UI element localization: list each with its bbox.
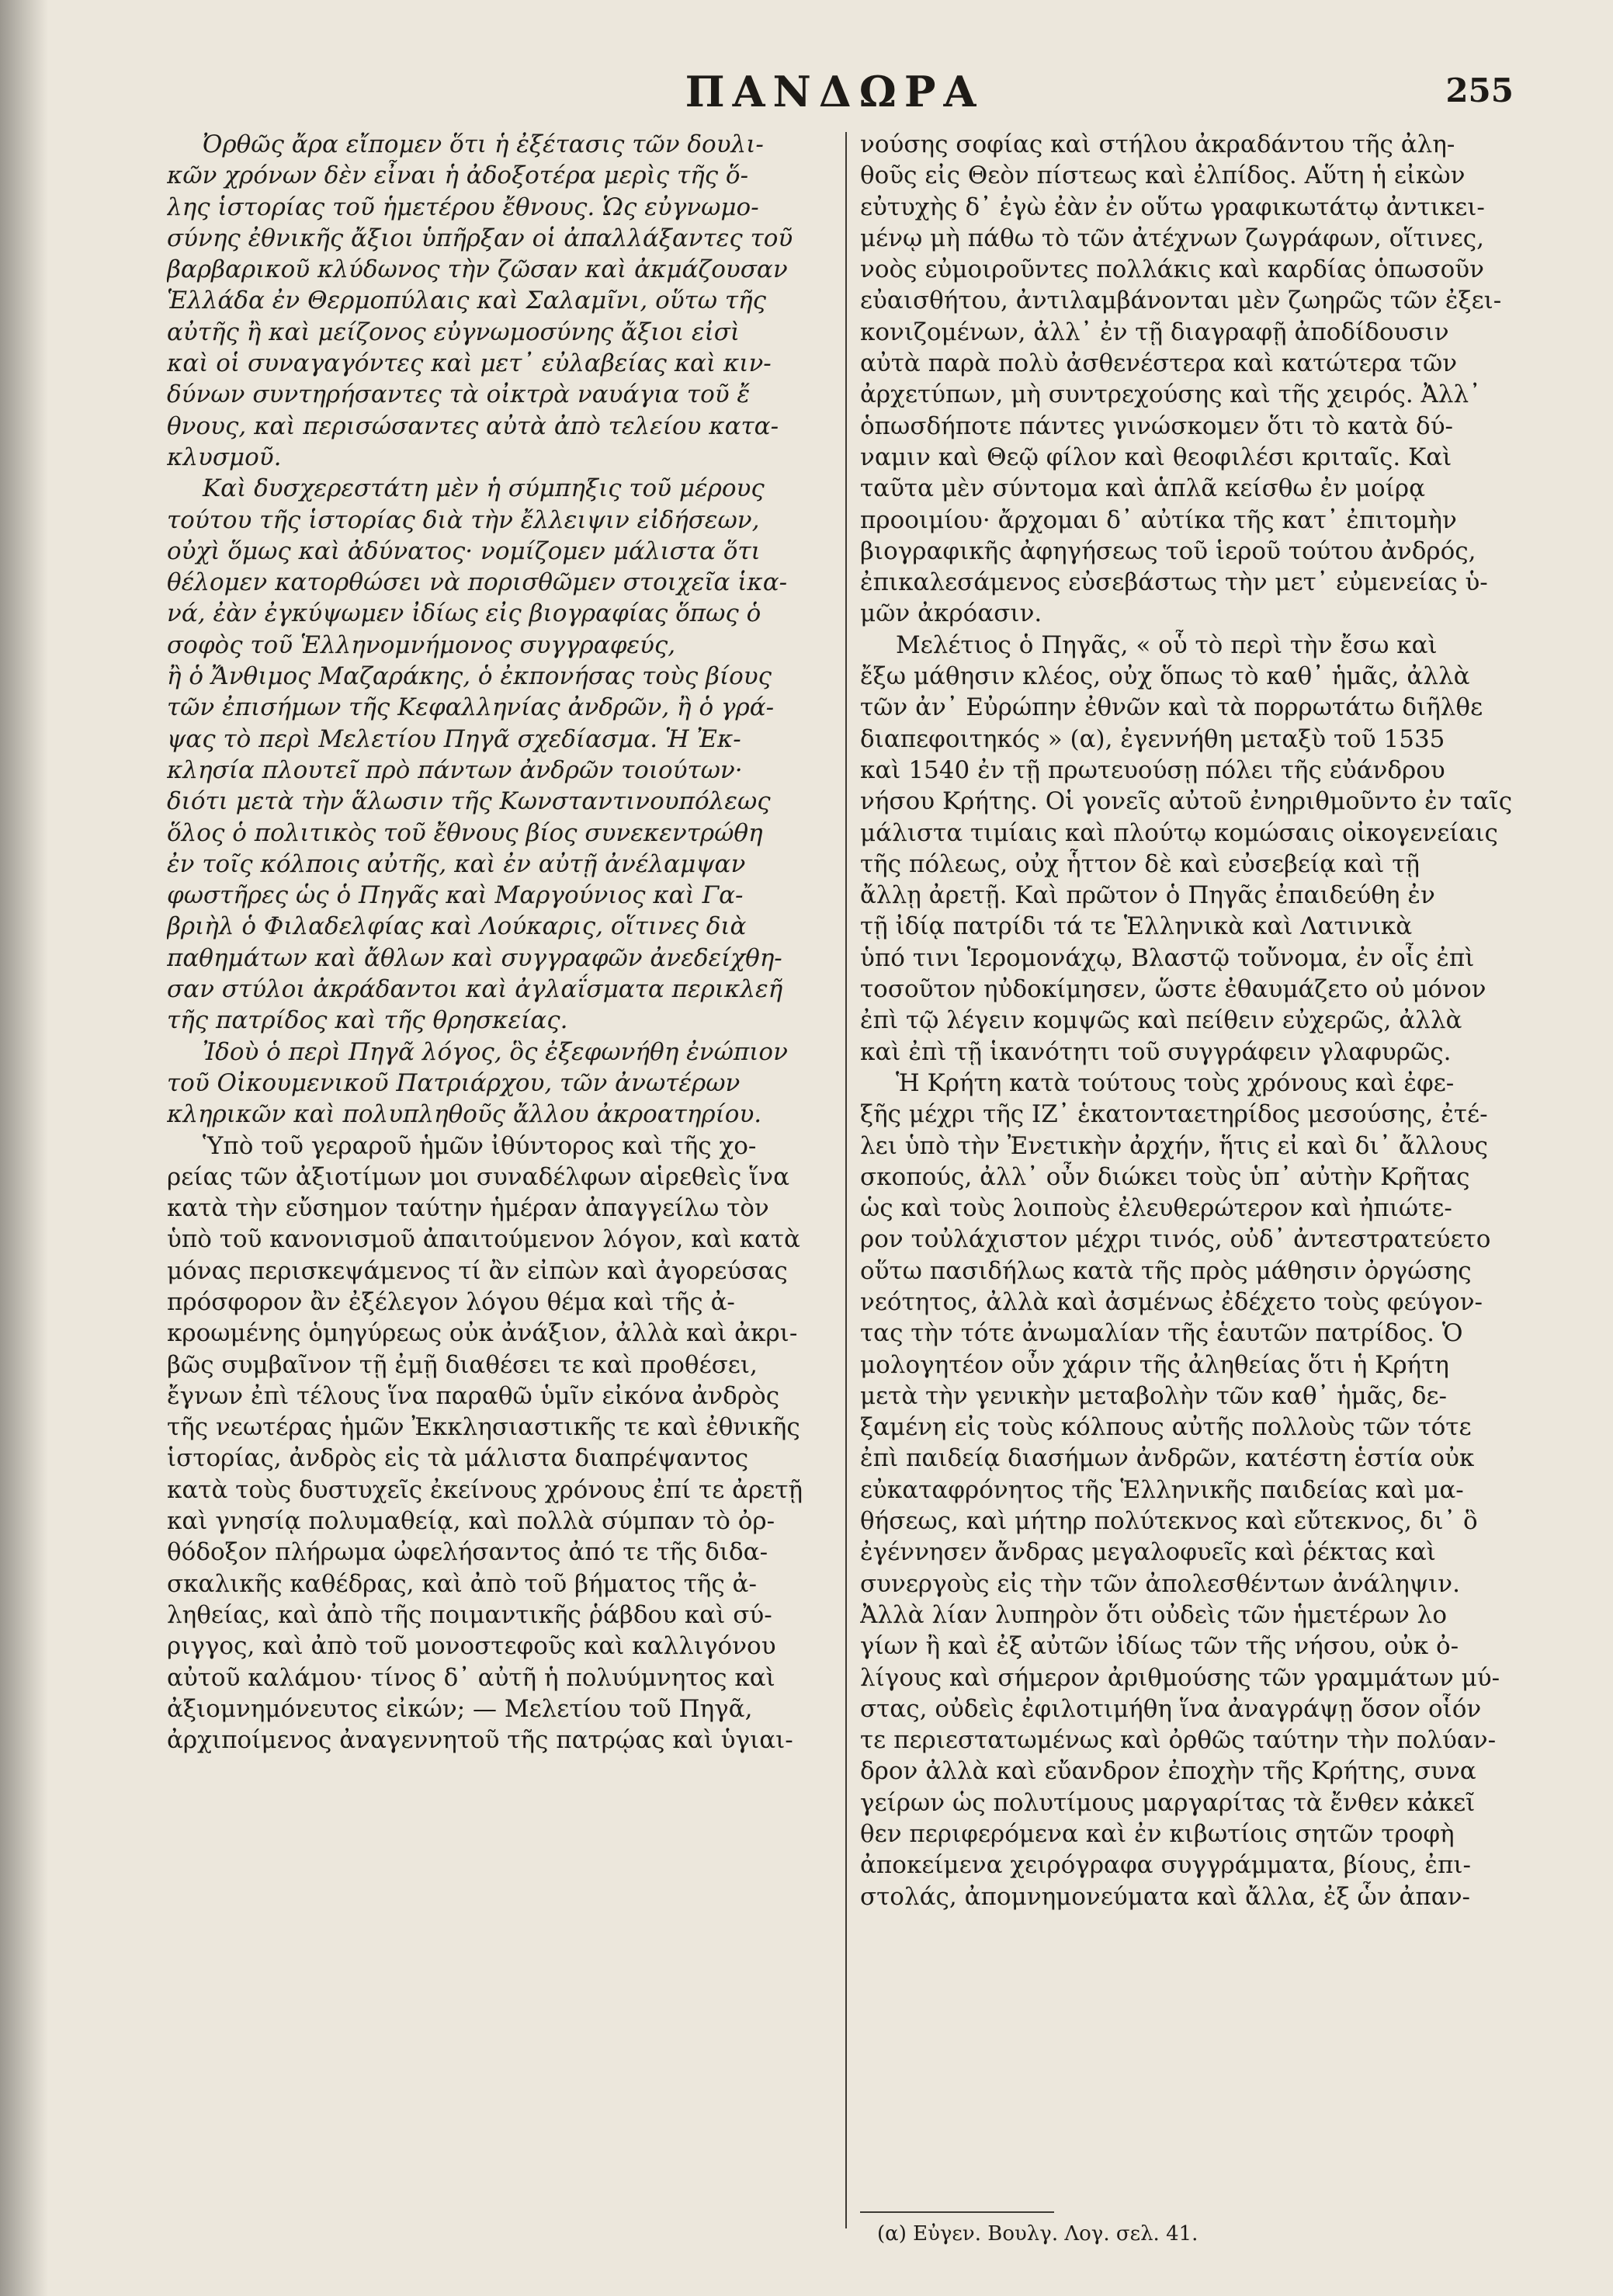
- text-line: ἀρχετύπων, μὴ συντρεχούσης καὶ τῆς χειρός. Ἀλλ᾽: [860, 380, 1481, 409]
- text-line: προοιμίου· ἄρχομαι δ᾽ αὐτίκα τῆς κατ᾽ ἐπιτομὴν: [860, 505, 1457, 534]
- text-line: καὶ ἐπὶ τῇ ἱκανότητι τοῦ συγγράφειν γλαφυρῶς.: [860, 1037, 1452, 1066]
- text-line: θοῦς εἰς Θεὸν πίστεως καὶ ἐλπίδος. Αὕτη ἡ εἰκὼν: [860, 162, 1466, 190]
- text-line: δρον ἀλλὰ καὶ εὔανδρον ἐποχὴν τῆς Κρήτης, συνα: [860, 1757, 1476, 1786]
- text-line: νήσου Κρήτης. Οἱ γονεῖς αὐτοῦ ἐνηριθμοῦντο ἐν ταῖς: [860, 787, 1513, 816]
- text-line: θνους, καὶ περισώσαντες αὐτὰ ἀπὸ τελείου κατα-: [167, 412, 779, 440]
- text-line: οὕτω πασιδήλως κατὰ τῆς πρὸς μάθησιν ὀργώσης: [860, 1256, 1472, 1285]
- text-line: διαπεφοιτηκός » (α), ἐγεννήθη μεταξὺ τοῦ 1535: [860, 724, 1445, 753]
- text-line: ὁπωσδήποτε πάντες γινώσκομεν ὅτι τὸ κατὰ δύ-: [860, 412, 1454, 440]
- text-line: Μελέτιος ὁ Πηγᾶς, « οὗ τὸ περὶ τὴν ἔσω καὶ: [896, 630, 1438, 659]
- page-header: [155, 67, 1514, 129]
- text-line: ξαμένη εἰς τοὺς κόλπους αὐτῆς πολλοὺς τῶν τότε: [860, 1413, 1472, 1442]
- text-line: νά, ἐὰν ἐγκύψωμεν ἰδίως εἰς βιογραφίας ὅπως ὁ: [167, 599, 761, 628]
- footnote: (α) Εὐγεν. Βουλγ. Λογ. σελ. 41.: [877, 2222, 1198, 2246]
- text-line: ἀξιομνημόνευτος εἰκών; — Μελετίου τοῦ Πηγᾶ,: [167, 1694, 753, 1723]
- text-line: σκαλικῆς καθέδρας, καὶ ἀπὸ τοῦ βήματος τῆς ἀ-: [167, 1569, 757, 1598]
- text-line: ρον τοὐλάχιστον μέχρι τινός, οὐδ᾽ ἀντεστρατεύετο: [860, 1225, 1491, 1254]
- text-line: τῆς πατρίδος καὶ τῆς θρησκείας.: [167, 1006, 568, 1035]
- text-line: ὡς καὶ τοὺς λοιποὺς ἐλευθερώτερον καὶ ἠπιώτε-: [860, 1194, 1452, 1223]
- text-line: τοῦ Οἰκουμενικοῦ Πατριάρχου, τῶν ἀνωτέρων: [167, 1068, 741, 1097]
- text-line: ἄλλῃ ἀρετῇ. Καὶ πρῶτον ὁ Πηγᾶς ἐπαιδεύθη ἐν: [860, 881, 1435, 910]
- text-line: δύνων συντηρήσαντες τὰ οἰκτρὰ ναυάγια τοῦ ἔ: [167, 380, 751, 409]
- text-line: ἀποκείμενα χειρόγραφα συγγράμματα, βίους, ἐπι-: [860, 1851, 1472, 1880]
- text-line: βῶς συμβαῖνον τῇ ἐμῇ διαθέσει τε καὶ προθέσει,: [167, 1350, 758, 1379]
- text-line: Ὑπὸ τοῦ γεραροῦ ἡμῶν ἰθύντορος καὶ τῆς χο-: [203, 1131, 757, 1160]
- text-line: ἐπικαλεσάμενος εὐσεβάστως τὴν μετ᾽ εὐμενείας ὑ-: [860, 568, 1488, 597]
- right-column: [860, 129, 1514, 1912]
- text-line: θεν περιφερόμενα καὶ ἐν κιβωτίοις σητῶν τροφὴ: [860, 1820, 1455, 1849]
- text-line: ταῦτα μὲν σύντομα καὶ ἁπλᾶ κείσθω ἐν μοίρᾳ: [860, 474, 1426, 503]
- text-line: τούτου τῆς ἱστορίας διὰ τὴν ἔλλειψιν εἰδήσεων,: [167, 505, 760, 534]
- text-line: καὶ οἱ συναγαγόντες καὶ μετ᾽ εὐλαβείας καὶ κιν-: [167, 349, 772, 378]
- text-line: κατὰ τὴν εὔσημον ταύτην ἡμέραν ἀπαγγείλω τὸν: [167, 1194, 769, 1223]
- text-line: τῆς νεωτέρας ἡμῶν Ἐκκλησιαστικῆς τε καὶ ἐθνικῆς: [167, 1413, 800, 1442]
- text-line: τοσοῦτον ηὐδοκίμησεν, ὥστε ἐθαυμάζετο οὐ μόνον: [860, 975, 1486, 1004]
- text-line: ὑπὸ τοῦ κανονισμοῦ ἀπαιτούμενον λόγον, καὶ κατὰ: [167, 1225, 800, 1254]
- text-line: θέλομεν κατορθώσει νὰ πορισθῶμεν στοιχεῖα ἱκα-: [167, 568, 788, 597]
- text-line: καὶ 1540 ἐν τῇ πρωτευούσῃ πόλει τῆς εὐάνδρου: [860, 755, 1445, 784]
- text-line: μόνας περισκεψάμενος τί ἂν εἰπὼν καὶ ἀγορεύσας: [167, 1256, 788, 1285]
- text-line: γείρων ὡς πολυτίμους μαργαρίτας τὰ ἔνθεν κἀκεῖ: [860, 1788, 1476, 1817]
- text-line: μάλιστα τιμίαις καὶ πλούτῳ κομώσαις οἰκογενείαις: [860, 818, 1498, 847]
- text-line: ἐν τοῖς κόλποις αὐτῆς, καὶ ἐν αὐτῇ ἀνέλαμψαν: [167, 849, 746, 878]
- text-line: ρείας τῶν ἀξιοτίμων μοι συναδέλφων αἱρεθεὶς ἵνα: [167, 1162, 790, 1191]
- text-line: κληρικῶν καὶ πολυπληθοῦς ἄλλου ἀκροατηρίου.: [167, 1100, 762, 1129]
- text-line: θόδοξον πλήρωμα ὠφελήσαντος ἀπό τε τῆς διδα-: [167, 1538, 768, 1567]
- text-line: Ὀρθῶς ἄρα εἴπομεν ὅτι ἡ ἐξέτασις τῶν δουλι-: [203, 130, 764, 158]
- left-column: [167, 129, 831, 1756]
- text-line: ναμιν καὶ Θεῷ φίλον καὶ θεοφιλέσι κριταῖς. Καὶ: [860, 443, 1452, 471]
- text-line: σαν στύλοι ἀκράδαντοι καὶ ἀγλαΐσματα περικλεῆ: [167, 975, 783, 1004]
- text-line: λης ἱστορίας τοῦ ἡμετέρου ἔθνους. Ὡς εὐγνωμο-: [167, 193, 759, 221]
- text-line: μετὰ τὴν γενικὴν μεταβολὴν τῶν καθ᾽ ἡμᾶς, δε-: [860, 1381, 1447, 1410]
- text-line: βαρβαρικοῦ κλύδωνος τὴν ζῶσαν καὶ ἀκμάζουσαν: [167, 255, 788, 284]
- running-title: ΠΑΝΔΩΡΑ: [685, 67, 984, 116]
- column-divider: [845, 132, 847, 2228]
- text-line: εὐαισθήτου, ἀντιλαμβάνονται μὲν ζωηρῶς τῶν ἐξει-: [860, 287, 1502, 315]
- text-line: βριὴλ ὁ Φιλαδελφίας καὶ Λούκαρις, οἵτινες διὰ: [167, 912, 747, 941]
- text-line: ἀρχιποίμενος ἀναγεννητοῦ τῆς πατρῴας καὶ ὑγιαι-: [167, 1726, 793, 1755]
- text-line: συνεργοὺς εἰς τὴν τῶν ἀπολεσθέντων ἀνάληψιν.: [860, 1569, 1461, 1598]
- text-line: τας τὴν τότε ἀνωμαλίαν τῆς ἑαυτῶν πατρίδος. Ὁ: [860, 1319, 1463, 1348]
- text-line: πρόσφορον ἂν ἐξέλεγον λόγου θέμα καὶ τῆς ἀ-: [167, 1287, 735, 1316]
- text-line: στολάς, ἀπομνημονεύματα καὶ ἄλλα, ἐξ ὧν ἀπαν-: [860, 1882, 1471, 1911]
- text-line: σύνης ἐθνικῆς ἄξιοι ὑπῆρξαν οἱ ἀπαλλάξαντες τοῦ: [167, 224, 793, 252]
- text-line: αὐτῆς ἢ καὶ μείζονος εὐγνωμοσύνης ἄξιοι εἰσὶ: [167, 318, 741, 346]
- footnote-divider: [860, 2211, 1054, 2213]
- text-line: θήσεως, καὶ μήτηρ πολύτεκνος καὶ εὔτεκνος, δι᾽ ὃ: [860, 1507, 1478, 1536]
- text-line: ἢ ὁ Ἄνθιμος Μαζαράκης, ὁ ἐκπονήσας τοὺς βίους: [167, 662, 772, 691]
- text-line: ἔξω μάθησιν κλέος, οὐχ ὅπως τὸ καθ᾽ ἡμᾶς, ἀλλὰ: [860, 662, 1470, 691]
- text-line: εὐτυχὴς δ᾽ ἐγὼ ἐὰν ἐν οὕτω γραφικωτάτῳ ἀντικει-: [860, 193, 1485, 221]
- text-line: ἐγέννησεν ἄνδρας μεγαλοφυεῖς καὶ ῥέκτας καὶ: [860, 1538, 1436, 1567]
- text-line: εὐκαταφρόνητος τῆς Ἑλληνικῆς παιδείας καὶ μα-: [860, 1475, 1464, 1504]
- text-line: ληθείας, καὶ ἀπὸ τῆς ποιμαντικῆς ῥάβδου καὶ σύ-: [167, 1600, 772, 1629]
- text-line: κατὰ τοὺς δυστυχεῖς ἐκείνους χρόνους ἐπί τε ἀρετῇ: [167, 1475, 803, 1504]
- text-line: ἔγνων ἐπὶ τέλους ἵνα παραθῶ ὑμῖν εἰκόνα ἀνδρὸς: [167, 1381, 780, 1410]
- text-line: κλυσμοῦ.: [167, 443, 282, 471]
- text-line: ξῆς μέχρι τῆς ΙΖ᾽ ἑκατονταετηρίδος μεσούσης, ἐτέ-: [860, 1100, 1488, 1129]
- text-line: Ἰδοὺ ὁ περὶ Πηγᾶ λόγος, ὃς ἐξεφωνήθη ἐνώπιον: [203, 1037, 788, 1066]
- text-line: ἐπὶ παιδείᾳ διασήμων ἀνδρῶν, κατέστη ἑστία οὐκ: [860, 1444, 1475, 1473]
- text-line: τῶν ἐπισήμων τῆς Κεφαλληνίας ἀνδρῶν, ἢ ὁ γρά-: [167, 693, 775, 722]
- text-line: παθημάτων καὶ ἄθλων καὶ συγγραφῶν ἀνεδείχθη-: [167, 943, 782, 972]
- text-line: τε περιεστατωμένως καὶ ὀρθῶς ταύτην τὴν πολύαν-: [860, 1726, 1497, 1755]
- text-line: λίγους καὶ σήμερον ἀριθμούσης τῶν γραμμάτων μύ-: [860, 1663, 1500, 1692]
- text-line: μένῳ μὴ πάθω τὸ τῶν ἀτέχνων ζωγράφων, οἵτινες,: [860, 224, 1484, 252]
- text-line: Ἀλλὰ λίαν λυπηρὸν ὅτι οὐδεὶς τῶν ἡμετέρων λο: [860, 1600, 1447, 1629]
- text-line: ἱστορίας, ἀνδρὸς εἰς τὰ μάλιστα διαπρέψαντος: [167, 1444, 749, 1473]
- text-line: κλησία πλουτεῖ πρὸ πάντων ἀνδρῶν τοιούτων·: [167, 755, 743, 784]
- text-line: κῶν χρόνων δὲν εἶναι ἡ ἀδοξοτέρα μερὶς τῆς ὅ-: [167, 162, 749, 190]
- text-line: λει ὑπὸ τὴν Ἐνετικὴν ἀρχήν, ἥτις εἰ καὶ δι᾽ ἄλλους: [860, 1131, 1488, 1160]
- text-line: καὶ γνησίᾳ πολυμαθείᾳ, καὶ πολλὰ σύμπαν τὸ ὀρ-: [167, 1507, 775, 1536]
- text-line: βιογραφικῆς ἀφηγήσεως τοῦ ἱεροῦ τούτου ἀνδρός,: [860, 537, 1476, 565]
- page-binding-edge: [0, 0, 48, 2296]
- text-line: στας, οὐδεὶς ἐφιλοτιμήθη ἵνα ἀναγράψῃ ὅσον οἷόν: [860, 1694, 1482, 1723]
- text-line: τῇ ἰδίᾳ πατρίδι τά τε Ἑλληνικὰ καὶ Λατινικὰ: [860, 912, 1413, 941]
- text-line: νούσης σοφίας καὶ στήλου ἀκραδάντου τῆς ἀλη-: [860, 130, 1455, 158]
- text-line: ἐπὶ τῷ λέγειν κομψῶς καὶ πείθειν εὐχερῶς, ἀλλὰ: [860, 1006, 1462, 1035]
- text-line: ὅλος ὁ πολιτικὸς τοῦ ἔθνους βίος συνεκεντρώθη: [167, 818, 763, 847]
- text-line: κονιζομένων, ἀλλ᾽ ἐν τῇ διαγραφῇ ἀποδίδουσιν: [860, 318, 1449, 346]
- text-line: τῶν ἀν᾽ Εὐρώπην ἐθνῶν καὶ τὰ πορρωτάτω διῆλθε: [860, 693, 1483, 722]
- text-line: Ἑλλάδα ἐν Θερμοπύλαις καὶ Σαλαμῖνι, οὕτω τῆς: [167, 287, 766, 315]
- text-line: οὐχὶ ὅμως καὶ ἀδύνατος· νομίζομεν μάλιστα ὅτι: [167, 537, 761, 565]
- text-line: νοὸς εὐμοιροῦντες πολλάκις καὶ καρδίας ὁπωσοῦν: [860, 255, 1484, 284]
- text-line: ψας τὸ περὶ Μελετίου Πηγᾶ σχεδίασμα. Ἡ Ἐκ-: [167, 724, 741, 753]
- text-line: σοφὸς τοῦ Ἑλληνομνήμονος συγγραφεύς,: [167, 630, 676, 659]
- text-line: μολογητέον οὖν χάριν τῆς ἀληθείας ὅτι ἡ Κρήτη: [860, 1350, 1449, 1379]
- text-line: νεότητος, ἀλλὰ καὶ ἀσμένως ἐδέχετο τοὺς φεύγον-: [860, 1287, 1483, 1316]
- text-line: τῆς πόλεως, οὐχ ἧττον δὲ καὶ εὐσεβείᾳ καὶ τῇ: [860, 849, 1420, 878]
- page-number: 255: [1445, 71, 1514, 109]
- text-line: σκοπούς, ἀλλ᾽ οὖν διώκει τοὺς ὑπ᾽ αὐτὴν Κρῆτας: [860, 1162, 1470, 1191]
- text-line: Ἡ Κρήτη κατὰ τούτους τοὺς χρόνους καὶ ἐφε-: [896, 1068, 1455, 1097]
- text-line: ὑπό τινι Ἱερομονάχῳ, Βλαστῷ τοὔνομα, ἐν οἷς ἐπὶ: [860, 943, 1475, 972]
- text-line: αὐτὰ παρὰ πολὺ ἀσθενέστερα καὶ κατώτερα τῶν: [860, 349, 1458, 378]
- text-line: διότι μετὰ τὴν ἅλωσιν τῆς Κωνσταντινουπόλεως: [167, 787, 771, 816]
- text-line: Καὶ δυσχερεστάτη μὲν ἡ σύμπηξις τοῦ μέρους: [203, 474, 765, 503]
- text-line: μῶν ἀκρόασιν.: [860, 599, 1042, 628]
- text-line: αὐτοῦ καλάμου· τίνος δ᾽ αὐτῆ ἡ πολυύμνητος καὶ: [167, 1663, 775, 1692]
- text-line: γίων ἢ καὶ ἐξ αὐτῶν ἰδίως τῶν τῆς νήσου, οὐκ ὀ-: [860, 1632, 1459, 1661]
- text-line: ριγγος, καὶ ἀπὸ τοῦ μονοστεφοῦς καὶ καλλιγόνου: [167, 1632, 776, 1661]
- text-line: κροωμένης ὁμηγύρεως οὐκ ἀνάξιον, ἀλλὰ καὶ ἀκρι-: [167, 1319, 798, 1348]
- text-line: φωστῆρες ὡς ὁ Πηγᾶς καὶ Μαργούνιος καὶ Γα-: [167, 881, 744, 910]
